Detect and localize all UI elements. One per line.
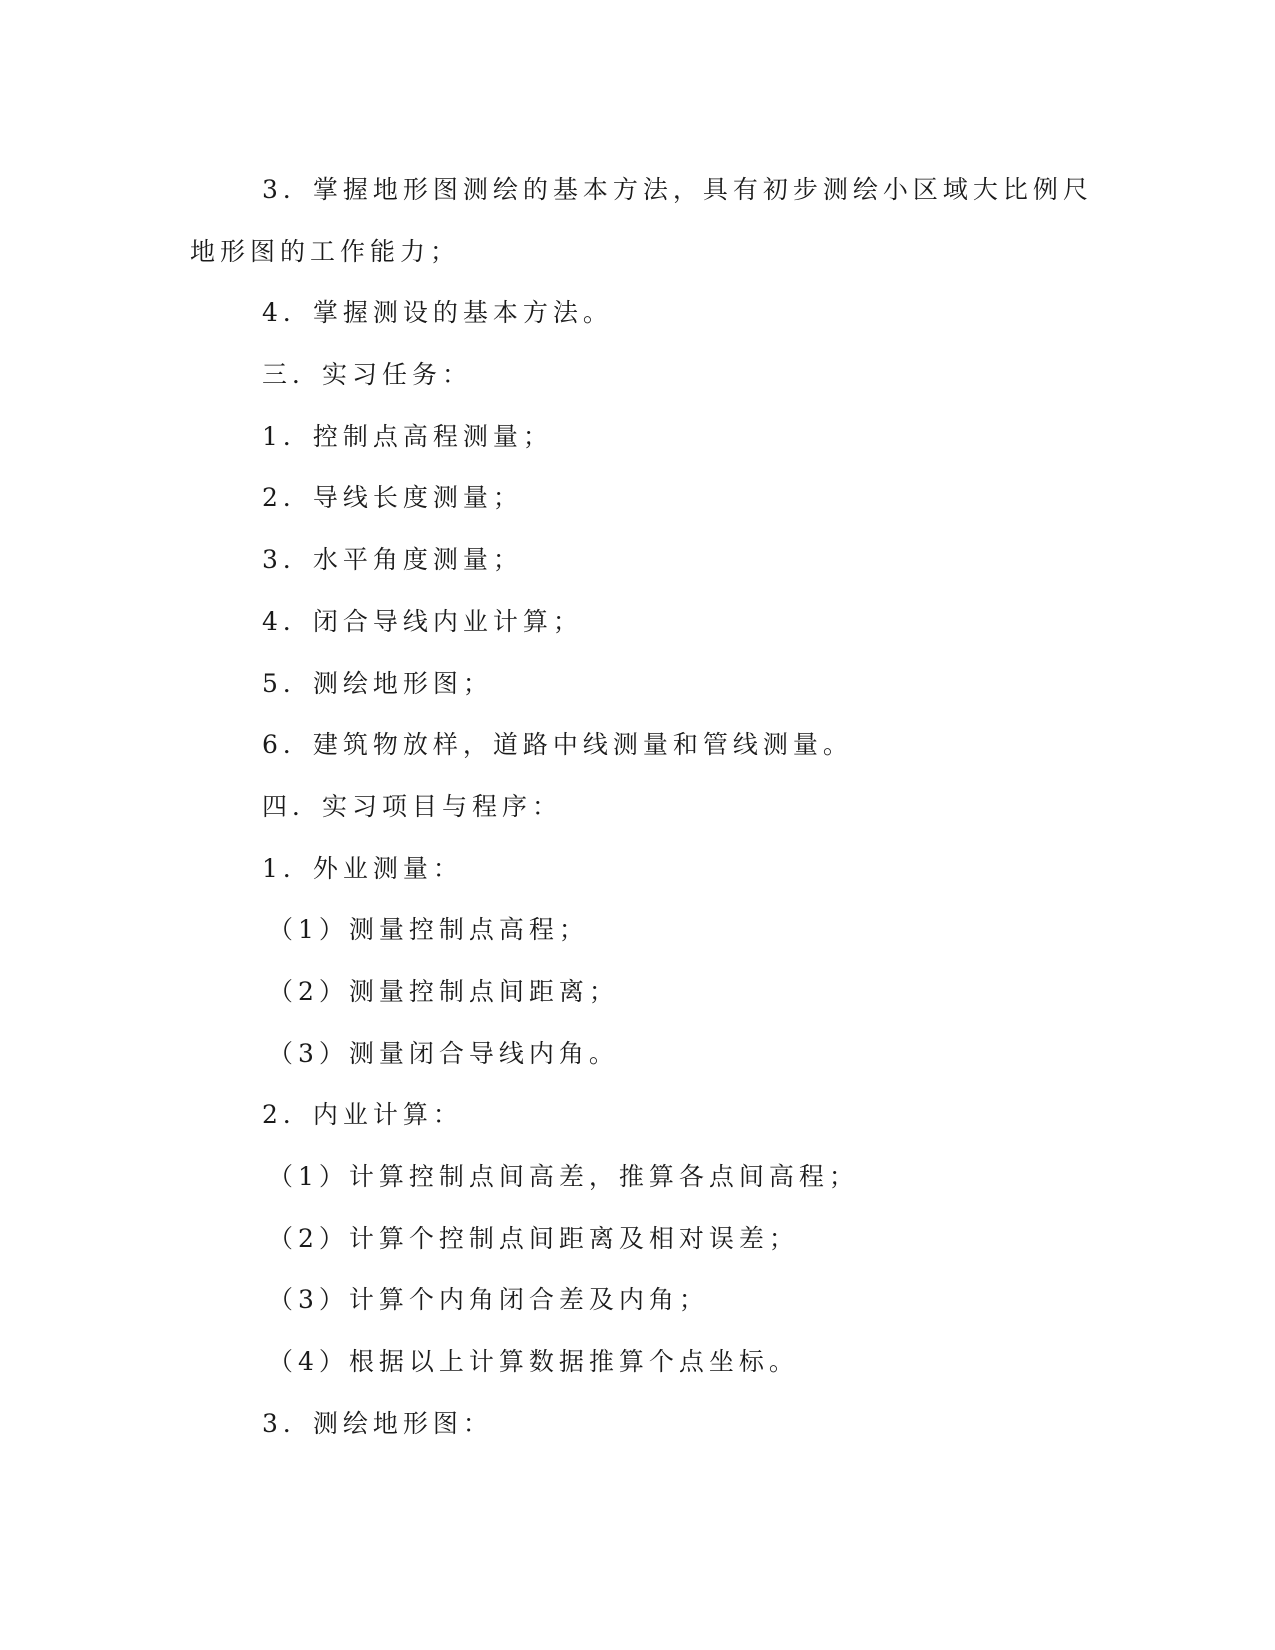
list-item: 2．导线长度测量； — [262, 483, 523, 513]
section-heading: 三．实习任务： — [262, 360, 473, 390]
list-item: 2．内业计算： — [262, 1100, 463, 1130]
list-item: 4．闭合导线内业计算； — [262, 606, 583, 636]
list-item: 6．建筑物放样，道路中线测量和管线测量。 — [262, 730, 853, 760]
list-item: 5．测绘地形图； — [262, 668, 493, 698]
paragraph-line: 地形图的工作能力； — [190, 236, 461, 266]
list-item: 3．测绘地形图： — [262, 1408, 493, 1438]
sub-list-item: （3）测量闭合导线内角。 — [268, 1038, 619, 1068]
list-item: 1．控制点高程测量； — [262, 421, 553, 451]
paragraph-line: 3．掌握地形图测绘的基本方法，具有初步测绘小区域大比例尺 — [262, 175, 1093, 204]
sub-list-item: （2）测量控制点间距离； — [268, 976, 619, 1006]
sub-list-item: （3）计算个内角闭合差及内角； — [268, 1285, 709, 1315]
paragraph-line: 4．掌握测设的基本方法。 — [262, 298, 613, 328]
list-item: 1．外业测量： — [262, 853, 463, 883]
sub-list-item: （4）根据以上计算数据推算个点坐标。 — [268, 1347, 799, 1377]
document-body — [190, 159, 1093, 1454]
sub-list-item: （1）计算控制点间高差，推算各点间高程； — [268, 1162, 859, 1191]
sub-list-item: （2）计算个控制点间距离及相对误差； — [268, 1223, 799, 1253]
sub-list-item: （1）测量控制点高程； — [268, 915, 589, 945]
section-heading: 四．实习项目与程序： — [262, 791, 563, 821]
list-item: 3．水平角度测量； — [262, 545, 523, 575]
